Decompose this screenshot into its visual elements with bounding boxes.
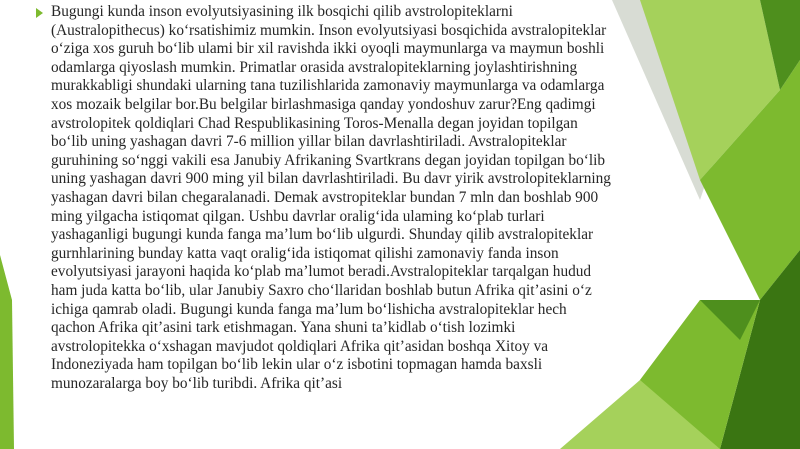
text-line: evolyutsiyasi jarayoni haqida ko‘plab ma’lumot beradi.Avstralopiteklar tarqalgan hudud xyxy=(51,263,592,281)
text-line: o‘ziga xos guruh bo‘lib ulami bir xil ravishda ikki oyoqli maymunlarga va maymun boshli xyxy=(51,40,605,58)
text-line: ichiga qamrab oladi. Bugungi kunda fanga ma’lum bo‘lishicha avstralopiteklar hech xyxy=(51,300,567,318)
text-line: avstrolopitekka o‘xshagan mavjudot qoldiqlari Afrika qit’asidan boshqa Xitoy va xyxy=(51,337,549,355)
text-line: Indoneziyada ham topilgan bo‘lib lekin ular o‘z isbotini topmagan hamda baxsli xyxy=(51,356,543,374)
text-line: qachon Afrika qit’asini tark etishmagan. Yana shuni ta’kidlab o‘tish lozimki xyxy=(51,319,516,337)
body-text xyxy=(36,3,610,393)
text-line: xos mozaik belgilar bor.Bu belgilar birlashmasiga qanday yondoshuv zarur?Eng qadimgi xyxy=(51,95,596,113)
text-line: uning yashagan davri 900 ming yil bilan davrlashtiriladi. Bu davr yirik avstrolopiteklarning xyxy=(51,170,611,188)
text-line: munozaralarga boy bo‘lib turibdi. Afrika qit’asi xyxy=(51,374,343,392)
text-line: yashagan davri bilan chegaralanadi. Demak avstropiteklar bundan 7 mln dan boshlab 900 xyxy=(51,188,599,206)
text-line: yashaganligi bugungi kunda fanga ma’lum bo‘lib ulgurdi. Shunday qilib avstralopiteklar xyxy=(51,226,594,244)
text-line: ming yilgacha istiqomat qilgan. Ushbu davrlar oralig‘ida ulaming ko‘plab turlari xyxy=(51,207,545,225)
text-line: murakkabligi shundaki ularning tana tuzilishlarida zamonaviy maymunlarga va odamlarga xyxy=(51,77,605,95)
text-line: guruhining so‘nggi vakili esa Janubiy Afrikaning Svartkrans degan joyidan topilgan bo‘lib xyxy=(51,151,605,169)
text-line: (Australopithecus) ko‘rsatishimiz mumkin. Inson evolyutsiyasi bosqichida avstralopiteklar xyxy=(51,21,607,39)
left-edge-stripe xyxy=(0,255,14,449)
text-line: bo‘lib uning yashagan davri 7-6 million yillar bilan davrlashtiriladi. Avstralopiteklar xyxy=(51,133,567,151)
text-line: Bugungi kunda inson evolyutsiyasining ilk bosqichi qilib avstrolopiteklarni xyxy=(51,3,513,20)
text-line: odamlarga qiyoslash mumkin. Primatlar orasida avstralopiteklarning joylashtirishning xyxy=(51,58,578,76)
text-line: ham juda katta bo‘lib, ular Janubiy Saxro cho‘llaridan boshlab butun Afrika qit’asini o‘z xyxy=(51,281,592,299)
text-line: gurnhlarining bunday katta vaqt oralig‘ida istiqomat qilishi zamonaviy fanda inson xyxy=(51,244,559,262)
text-line: avstrolopitek qoldiqlari Chad Respublikasining Toros-Menalla degan joyidan topilgan xyxy=(51,114,578,132)
triangle-bullet-icon xyxy=(36,8,43,18)
